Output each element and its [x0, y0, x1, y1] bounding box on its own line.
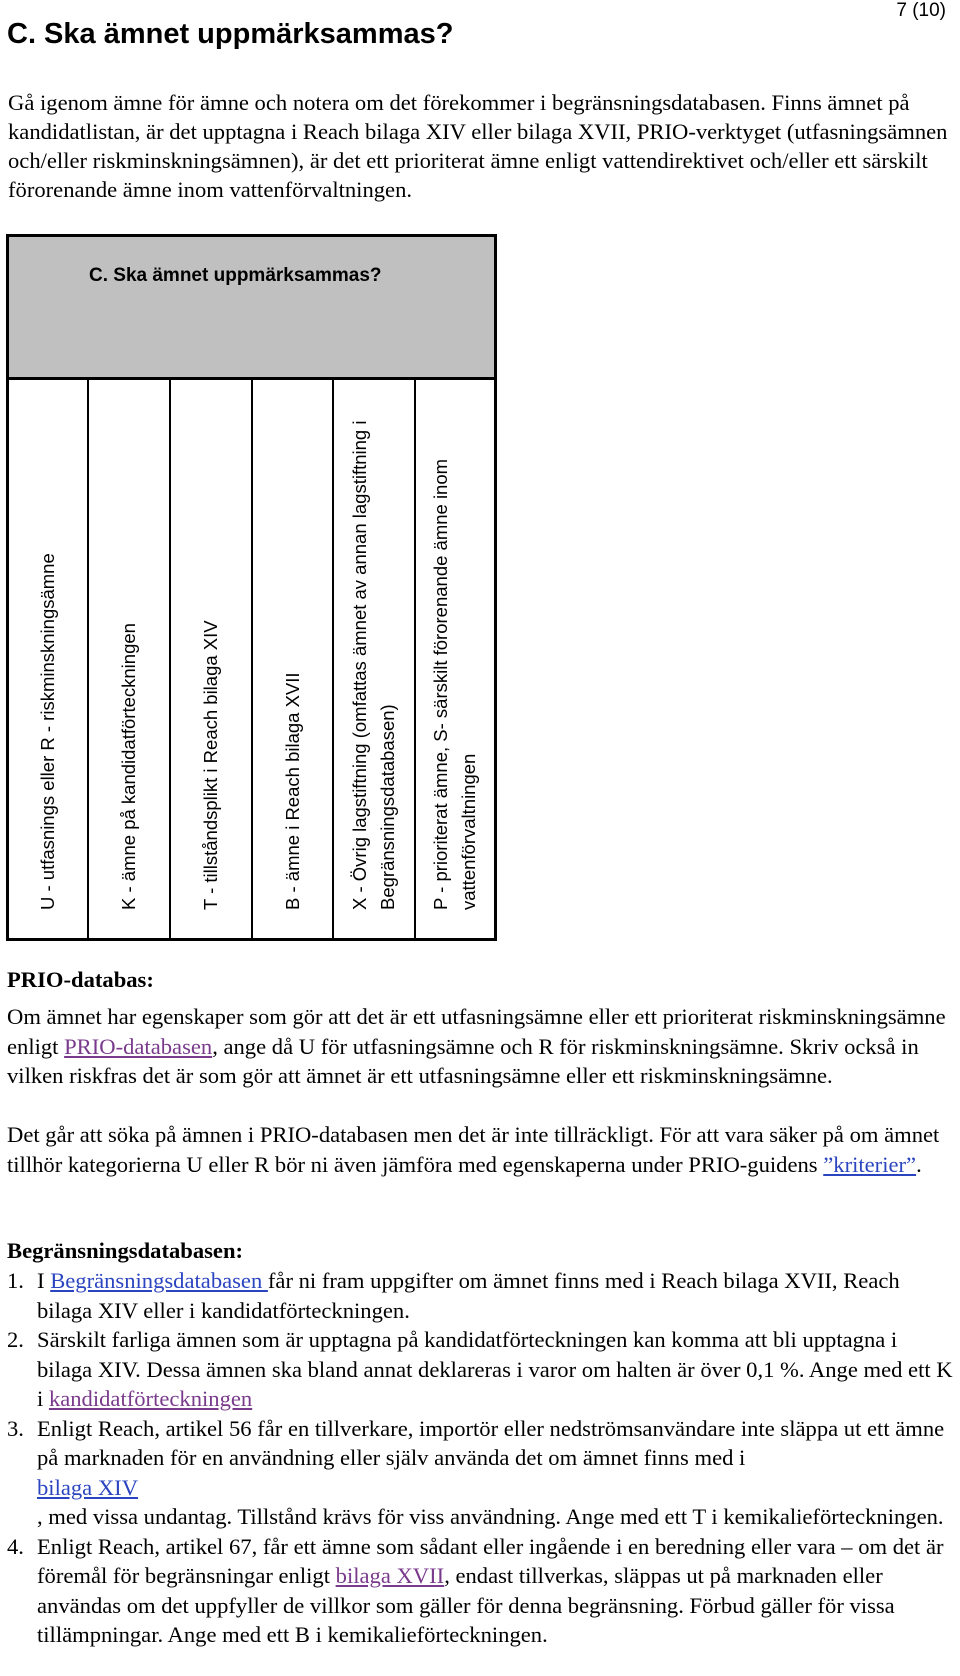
prio-paragraph-1: [7, 1002, 957, 1091]
table-header: [9, 237, 494, 380]
table-column-t: [171, 380, 253, 938]
text: I: [37, 1268, 51, 1293]
page-number: 7 (10): [896, 0, 946, 21]
text: Enligt Reach, artikel 56 får en tillverkare, importör eller nedströmsanvändare inte släppa ut ett ämne på marknaden för en användning eller själv använda det om ämnet finns med i: [37, 1415, 945, 1470]
text: , ange då U för utfasningsämne och R för riskminskningsämne. Skriv också in vilken riskfras det är som gör att ämnet är ett utfasningsämne eller ett riskminskningsämne.: [7, 1033, 919, 1088]
table-title: C. Ska ämnet uppmärksammas?: [89, 265, 382, 286]
column-label: X - Övrig lagstiftning (omfattas ämnet av annan lagstiftning i: [349, 420, 370, 910]
column-label: B - ämne i Reach bilaga XVII: [281, 672, 303, 910]
list-item: [7, 1325, 957, 1414]
column-label-line2: Begränsningsdatabasen): [377, 704, 398, 910]
column-label-line2: vattenförvaltningen: [458, 753, 479, 910]
text: Om ämnet har egenskaper som gör att det är ett utfasningsämne eller ett prioriterat riskminskningsämne enligt: [7, 1004, 946, 1059]
column-label: P - prioriterat ämne, S- särskilt förorenande ämne inom: [430, 458, 451, 910]
text: Det går att söka på ämnen i PRIO-databasen men det är inte tillräckligt. För att vara säker på om ämnet tillhör kategorierna U eller R bör ni även jämföra med egenskaperna under PRIO-guidens: [7, 1122, 940, 1177]
prio-title: PRIO-databas:: [7, 967, 154, 992]
begransningsdatabasen-title: Begränsningsdatabasen:: [7, 1238, 244, 1263]
table-column-x: [334, 380, 416, 938]
bilaga-xvii-link[interactable]: bilaga XVII: [335, 1563, 445, 1588]
table-column-p: [416, 380, 494, 938]
list-item: [7, 1266, 957, 1325]
column-label: U - utfasnings eller R - riskminskningsämne: [37, 553, 58, 910]
table-column-k: [89, 380, 171, 938]
prio-paragraph-2: [7, 1120, 957, 1179]
intro-paragraph: Gå igenom ämne för ämne och notera om det förekommer i begränsningsdatabasen. Finns ämnet på kandidatlistan, är det upptagna i Reach bilaga XIV eller bilaga XVII, PRIO-verktyget (utfasningsämnen och/eller riskminskningsämnen), är det ett prioriterat ämne enligt vattendirektivet och/eller ett särskilt förorenande ämne inom vattenförvaltningen.: [8, 90, 948, 202]
column-label: K - ämne på kandidatförteckningen: [118, 623, 139, 910]
table-column-b: [253, 380, 334, 938]
list-number: 4.: [7, 1533, 24, 1559]
list-number: 3.: [7, 1415, 24, 1441]
list-item: [7, 1532, 957, 1650]
text: Särskilt farliga ämnen som är upptagna på kandidatförteckningen kan komma att bli upptagna i bilaga XIV. Dessa ämnen ska bland annat deklareras i varor om halten är över 0,1 %. Ange med ett K i: [37, 1327, 953, 1411]
table-column-u: [9, 380, 89, 938]
text: , med vissa undantag. Tillstånd krävs för viss användning. Ange med ett T i kemikalieförteckningen.: [37, 1504, 944, 1529]
text: , endast tillverkas, släppas ut på marknaden eller användas om det uppfyller de villkor som gäller för denna begränsning. Förbud gäller för vissa tillämpningar. Ange med ett B i kemikalieförteckningen.: [37, 1563, 895, 1647]
text: får ni fram uppgifter om ämnet finns med i Reach bilaga XVII, Reach bilaga XIV eller i kandidatförteckningen.: [37, 1268, 900, 1323]
section-heading: C. Ska ämnet uppmärksammas?: [7, 18, 454, 50]
bilaga-xiv-link[interactable]: bilaga XIV: [37, 1474, 139, 1500]
text: Enligt Reach, artikel 67, får ett ämne som sådant eller ingående i en beredning eller vara – om det är föremål för begränsningar enligt: [37, 1533, 944, 1588]
criteria-table: [6, 234, 497, 941]
prio-databasen-link[interactable]: PRIO-databasen: [64, 1033, 213, 1059]
text: .: [916, 1151, 922, 1177]
list-number: 2.: [7, 1327, 24, 1352]
begransningsdatabasen-link[interactable]: Begränsningsdatabasen: [50, 1268, 268, 1293]
list-number: 1.: [7, 1268, 24, 1293]
begransningsdatabasen-list: [7, 1266, 957, 1650]
kandidatforteckningen-link[interactable]: kandidatförteckningen: [48, 1386, 253, 1411]
column-label: T - tillståndsplikt i Reach bilaga XIV: [200, 620, 221, 910]
list-item: [7, 1414, 957, 1532]
kriterier-link[interactable]: ”kriterier”: [823, 1151, 917, 1177]
